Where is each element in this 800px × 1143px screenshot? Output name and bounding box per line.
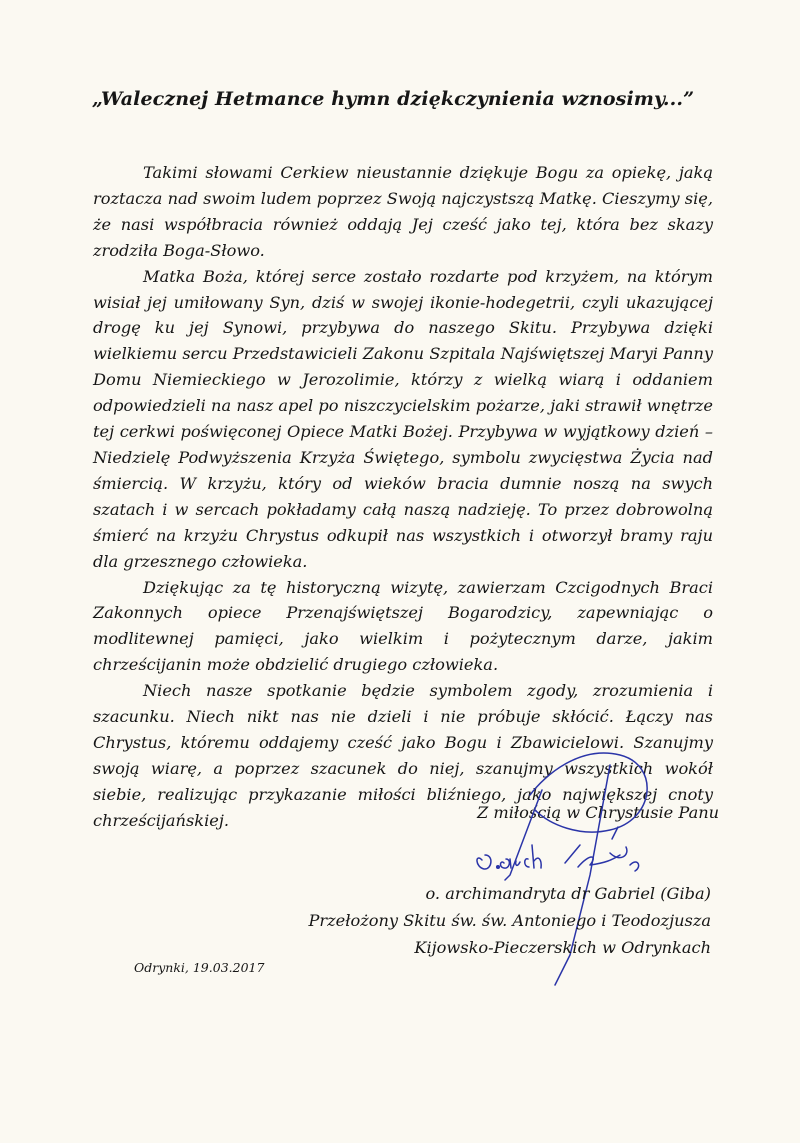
closing-line: Z miłością w Chrystusie Panu [477,803,720,822]
paragraph-4: Niech nasze spotkanie będzie symbolem zgody, zrozumienia i szacunku. Niech nikt nas nie dzieli i nie próbuje skłócić. Łączy nas Chrystus, któremu oddajemy cześć jako Bogu i Zbawicielowi. Szanujmy swoją wiarę, a poprzez szacunek do niej, szanujmy wszystkich wokół siebie, realizując przykazanie miłości bliźniego, jako największej cnoty chrześcijańskiej. [93,681,713,830]
paragraph-3: Dziękując za tę historyczną wizytę, zawierzam Czcigodnych Braci Zakonnych opiece Przenajświętszej Bogarodzicy, zapewniając o modlitewnej pamięci, jako wielkim i pożytecznym darze, jakim chrześcijanin może obdzielić drugiego człowieka. [93,577,713,675]
paragraph-2: Matka Boża, której serce zostało rozdarte pod krzyżem, na którym wisiał jej umiłowany Syn, dziś w swojej ikonie-hodegetrii, czyli ukazującej drogę ku jej Synowi, przybywa do naszego Skitu. Przybywa dzięki wielkiemu sercu Przedstawicieli Zakonu Szpitala Najświętszej Maryi Panny Domu Niemieckiego w Jerozolimie, którzy z wielką wiarą i oddaniem odpowiedzieli na nasz apel po niszczycielskim pożarze, jaki strawił wnętrze tej cerkwi poświęconej Opiece Matki Bożej. Przybywa w wyjątkowy dzień – Niedzielę Podwyższenia Krzyża Świętego, symbolu zwycięstwa Życia nad śmiercią. W krzyżu, który od wieków bracia dumnie noszą na swych szatach i w sercach pokładamy całą naszą nadzieję. To przez dobrowolną śmierć na krzyżu Chrystus odkupił nas wszystkich i otworzył bramy raju dla grzesznego człowieka. [93,266,713,571]
signatory-block [309,880,712,961]
place-date: Odrynki, 19.03.2017 [134,960,265,975]
signatory-role: Przełożony Skitu św. św. Antoniego i Teodozjusza [308,911,711,930]
signatory-name: o. archimandryta dr Gabriel (Giba) [425,884,711,903]
paragraph-1: Takimi słowami Cerkiew nieustannie dziękuje Bogu za opiekę, jaką roztacza nad swoim ludem poprzez Swoją najczystszą Matkę. Cieszymy się, że nasi współbracia również oddają Jej cześć jako tej, która bez skazy zrodziła Boga-Słowo. [93,163,713,260]
letter-title: „Walecznej Hetmance hymn dziękczynienia wznosimy...” [92,88,695,110]
letter-body [93,160,713,834]
signatory-location: Kijowsko-Pieczerskich w Odrynkach [414,938,711,957]
